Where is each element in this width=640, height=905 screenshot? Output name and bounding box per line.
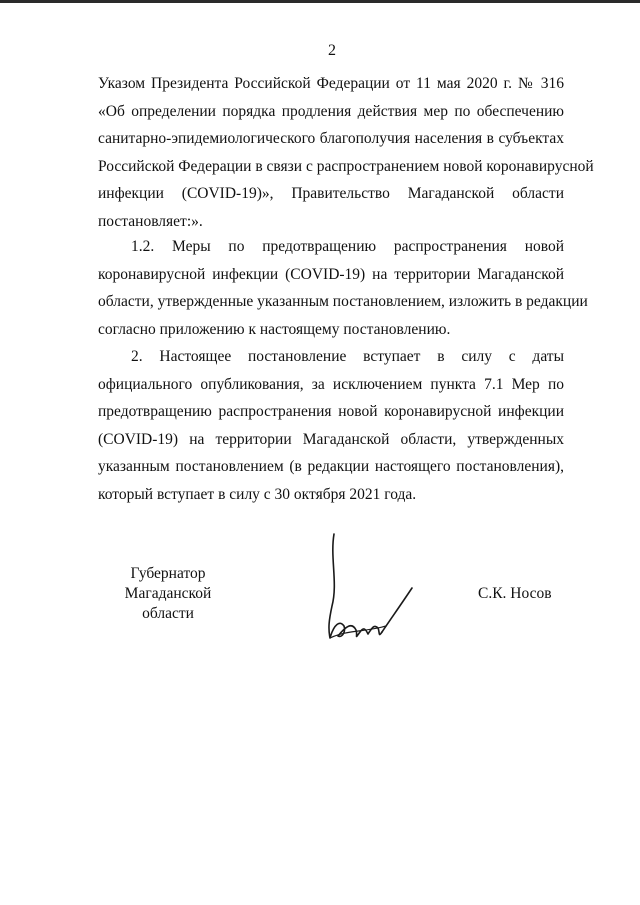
signatory-name: С.К. Носов xyxy=(478,585,552,602)
signature-stroke xyxy=(329,534,382,638)
text-line: (COVID-19) на территории Магаданской области, утвержденных xyxy=(98,430,564,448)
text-line: который вступает в силу с 30 октября 2021 года. xyxy=(98,485,417,503)
text-line: Указом Президента Российской Федерации от 11 мая 2020 г. № 316 xyxy=(98,75,564,92)
signatory-title-line: Губернатор xyxy=(130,565,206,582)
text-line: указанным постановлением (в редакции настоящего постановления), xyxy=(98,458,564,475)
signature-stroke xyxy=(382,588,412,632)
text-line: Российской Федерации в связи с распространением новой коронавирусной xyxy=(98,157,594,175)
text-line: 1.2. Меры по предотвращению распространения новой xyxy=(131,238,564,255)
top-border-line xyxy=(0,0,640,6)
signatory-title xyxy=(98,564,238,624)
text-line: согласно приложению к настоящему постановлению. xyxy=(98,320,451,338)
paragraph-1-2 xyxy=(98,233,588,343)
paragraph-2 xyxy=(98,343,564,508)
text-line: «Об определении порядка продления действия мер по обеспечению xyxy=(98,102,564,120)
text-line: официального опубликования, за исключением пункта 7.1 Мер по xyxy=(98,375,564,393)
intro-paragraph xyxy=(98,70,594,235)
text-line: 2. Настоящее постановление вступает в силу с даты xyxy=(131,348,564,365)
text-line: предотвращению распространения новой коронавирусной инфекции xyxy=(98,403,564,420)
text-line: инфекции (COVID-19)», Правительство Магаданской области xyxy=(98,185,564,202)
page-number: 2 xyxy=(328,42,336,59)
text-line: области, утвержденные указанным постановлением, изложить в редакции xyxy=(98,293,588,310)
text-line: постановляет:». xyxy=(98,212,203,230)
text-line: санитарно-эпидемиологического благополучия населения в субъектах xyxy=(98,130,564,147)
text-line: коронавирусной инфекции (COVID-19) на территории Магаданской xyxy=(98,265,564,283)
signatory-title-line: Магаданской области xyxy=(124,585,212,622)
handwritten-signature xyxy=(316,528,426,658)
